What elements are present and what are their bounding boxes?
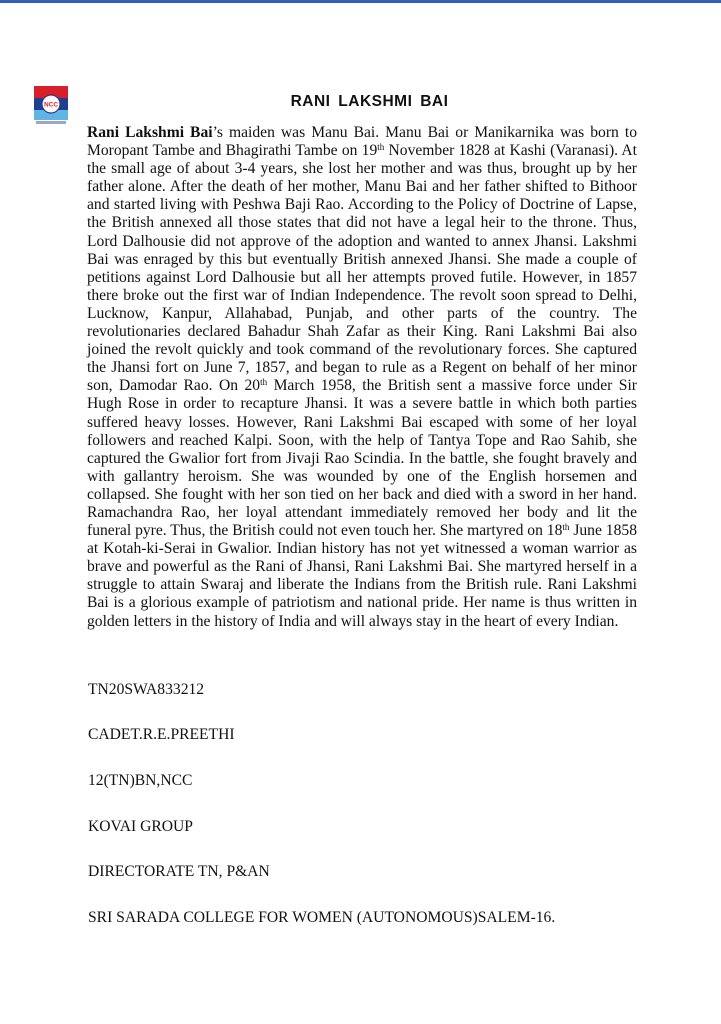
ordinal-suffix-3: th bbox=[562, 522, 570, 533]
college-name: SRI SARADA COLLEGE FOR WOMEN (AUTONOMOUS)SALEM-16. bbox=[88, 909, 556, 926]
body-paragraph bbox=[87, 124, 637, 631]
page-title: RANI LAKSHMI BAI bbox=[290, 93, 449, 110]
group-name: KOVAI GROUP bbox=[88, 818, 193, 835]
paragraph-part-3: March 1958, the British sent a massive force under Sir Hugh Rose in order to recapture Jhansi. It was a severe battle in which both parties suffered heavy losses. However, Rani Lakshmi Bai escaped with some of her loyal followers and reached Kalpi. Soon, with the help of Tantya Tope and Rao Sahib, she captured the Gwalior fort from Jivaji Rao Scindia. In the battle, she fought bravely and with gallantry heroism. She was wounded by one of the English horsemen and collapsed. She fought with her son tied on her back and died with a sword in her hand. Ramachandra Rao, her loyal attendant immediately removed her body and lit the funeral pyre. Thus, the British could not even touch her. She martyred on 18 bbox=[87, 377, 638, 540]
registration-number: TN20SWA833212 bbox=[88, 681, 205, 698]
emblem-scroll bbox=[36, 121, 66, 124]
paragraph-part-2: November 1828 at Kashi (Varanasi). At the small age of about 3-4 years, she lost her mother and was thus, brought up by her father alone. After the death of her mother, Manu Bai and her father shifted to Bithoor and started living with Peshwa Baji Rao. According to the Policy of Doctrine of Lapse, the British annexed all those states that did not have a legal heir to the throne. Thus, Lord Dalhousie did not approve of the adoption and wanted to annex Jhansi. Lakshmi Bai was enraged by this but eventually British annexed Jhansi. She made a couple of petitions against Lord Dalhousie but all her attempts proved futile. However, in 1857 there broke out the first war of Indian Independence. The revolt soon spread to Delhi, Lucknow, Kanpur, Allahabad, Punjab, and other parts of the country. The revolutionaries declared Bahadur Shah Zafar as their King. Rani Lakshmi Bai also joined the revolt quickly and took command of the revolutionary forces. She captured the Jhansi fort on June 7, 1857, and began to rule as a Regent on behalf of her minor son, Damodar Rao. On 20 bbox=[87, 142, 638, 395]
emblem-text: NCC bbox=[43, 101, 59, 109]
battalion: 12(TN)BN,NCC bbox=[88, 772, 193, 789]
lead-name: Rani Lakshmi Bai bbox=[87, 124, 213, 141]
ordinal-suffix-2: th bbox=[260, 377, 268, 388]
directorate: DIRECTORATE TN, P&AN bbox=[88, 863, 270, 880]
top-border-rule bbox=[0, 0, 721, 3]
paragraph-part-1: ’s maiden was Manu Bai. Manu Bai or Manikarnika was born to Moropant Tambe and Bhagirathi Tambe on 19 bbox=[87, 124, 637, 160]
cadet-name: CADET.R.E.PREETHI bbox=[88, 726, 235, 743]
paragraph-part-4: June 1858 at Kotah-ki-Serai in Gwalior. Indian history has not yet witnessed a woman warrior as brave and powerful as the Rani of Jhansi, Rani Lakshmi Bai. She martyred herself in a struggle to attain Swaraj and liberate the Indians from the British rule. Rani Lakshmi Bai is a glorious example of patriotism and national pride. Her name is thus written in golden letters in the history of India and will always stay in the heart of every Indian. bbox=[87, 522, 637, 630]
ordinal-suffix-1: th bbox=[377, 142, 385, 153]
